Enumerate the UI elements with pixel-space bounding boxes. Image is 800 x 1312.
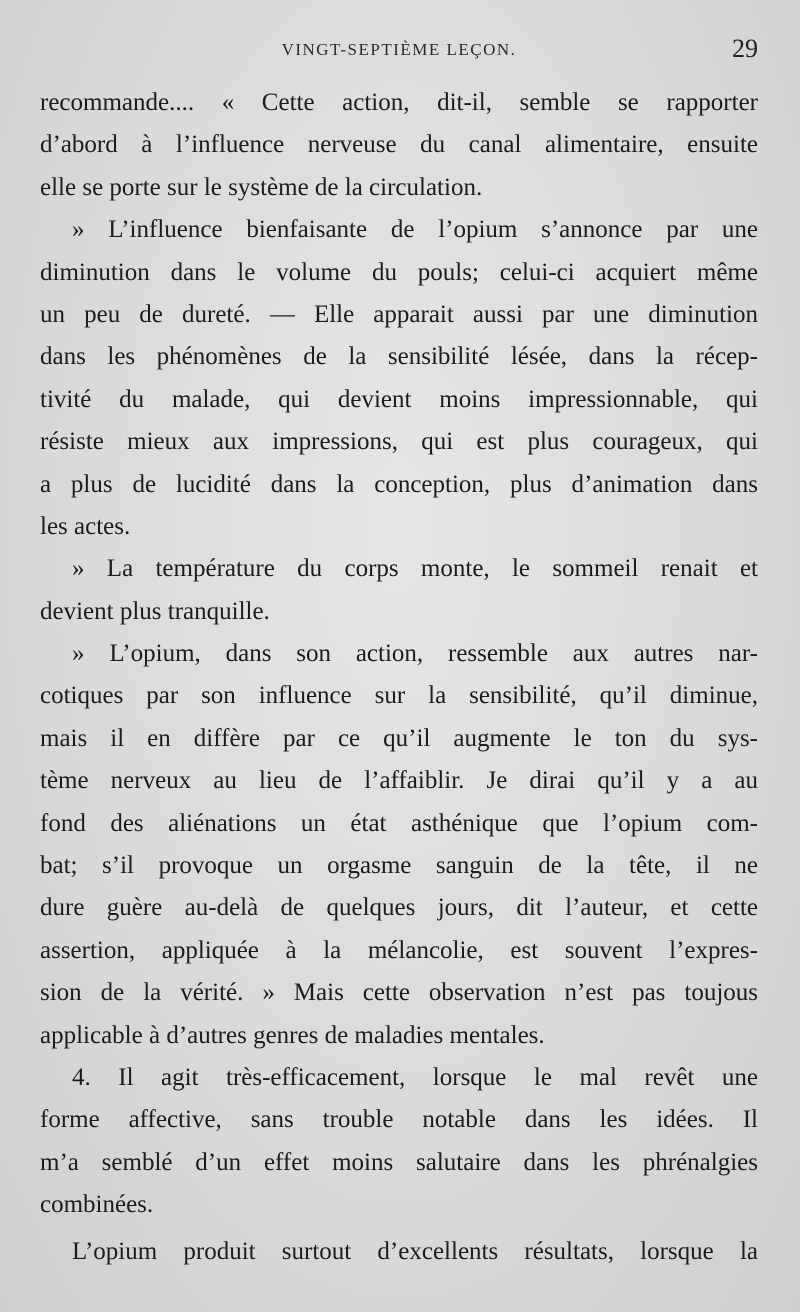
text-line: » La température du corps monte, le sommeil renait et (72, 555, 758, 583)
text-line: dans les phénomènes de la sensibilité lésée, dans la récep- (40, 343, 758, 371)
text-line: » L’opium, dans son action, ressemble aux autres nar- (72, 640, 758, 668)
text-line: tivité du malade, qui devient moins impressionnable, qui (40, 385, 758, 413)
text-line: un peu de dureté. — Elle apparait aussi par une diminution (40, 300, 758, 328)
text-line: dure guère au-delà de quelques jours, dit l’auteur, et cette (40, 894, 758, 922)
text-line: les actes. (40, 512, 131, 540)
text-line: sion de la vérité. » Mais cette observation n’est pas toujous (40, 979, 758, 1007)
text-line: d’abord à l’influence nerveuse du canal alimentaire, ensuite (40, 131, 758, 159)
body-text (40, 82, 758, 1273)
text-line: L’opium produit surtout d’excellents résultats, lorsque la (72, 1237, 758, 1265)
text-line: elle se porte sur le système de la circulation. (40, 173, 483, 201)
text-line: 4. Il agit très-efficacement, lorsque le mal revêt une (72, 1063, 758, 1091)
text-line: diminution dans le volume du pouls; celui-ci acquiert même (40, 258, 758, 286)
text-line: m’a semblé d’un effet moins salutaire dans les phrénalgies (40, 1148, 758, 1176)
text-line: cotiques par son influence sur la sensibilité, qu’il diminue, (40, 682, 758, 710)
text-line: résiste mieux aux impressions, qui est plus courageux, qui (40, 428, 758, 456)
text-line: bat; s’il provoque un orgasme sanguin de la tête, il ne (40, 852, 758, 880)
text-line: tème nerveux au lieu de l’affaiblir. Je dirai qu’il y a au (40, 767, 758, 795)
text-line: combinées. (40, 1191, 154, 1219)
text-line: assertion, appliquée à la mélancolie, est souvent l’expres- (40, 936, 758, 964)
text-line: forme affective, sans trouble notable dans les idées. Il (40, 1106, 758, 1134)
running-head (40, 34, 758, 70)
text-line: devient plus tranquille. (40, 597, 270, 625)
running-title: VINGT-SEPTIÈME LEÇON. (281, 40, 517, 59)
text-line: a plus de lucidité dans la conception, plus d’animation dans (40, 470, 758, 498)
text-line: fond des aliénations un état asthénique que l’opium com- (40, 809, 758, 837)
text-line: mais il en diffère par ce qu’il augmente le ton du sys- (40, 724, 758, 752)
page-number: 29 (732, 34, 758, 63)
text-line: » L’influence bienfaisante de l’opium s’annonce par une (72, 216, 758, 244)
text-line: recommande.... « Cette action, dit-il, semble se rapporter (40, 89, 758, 116)
text-line: applicable à d’autres genres de maladies mentales. (40, 1021, 545, 1049)
